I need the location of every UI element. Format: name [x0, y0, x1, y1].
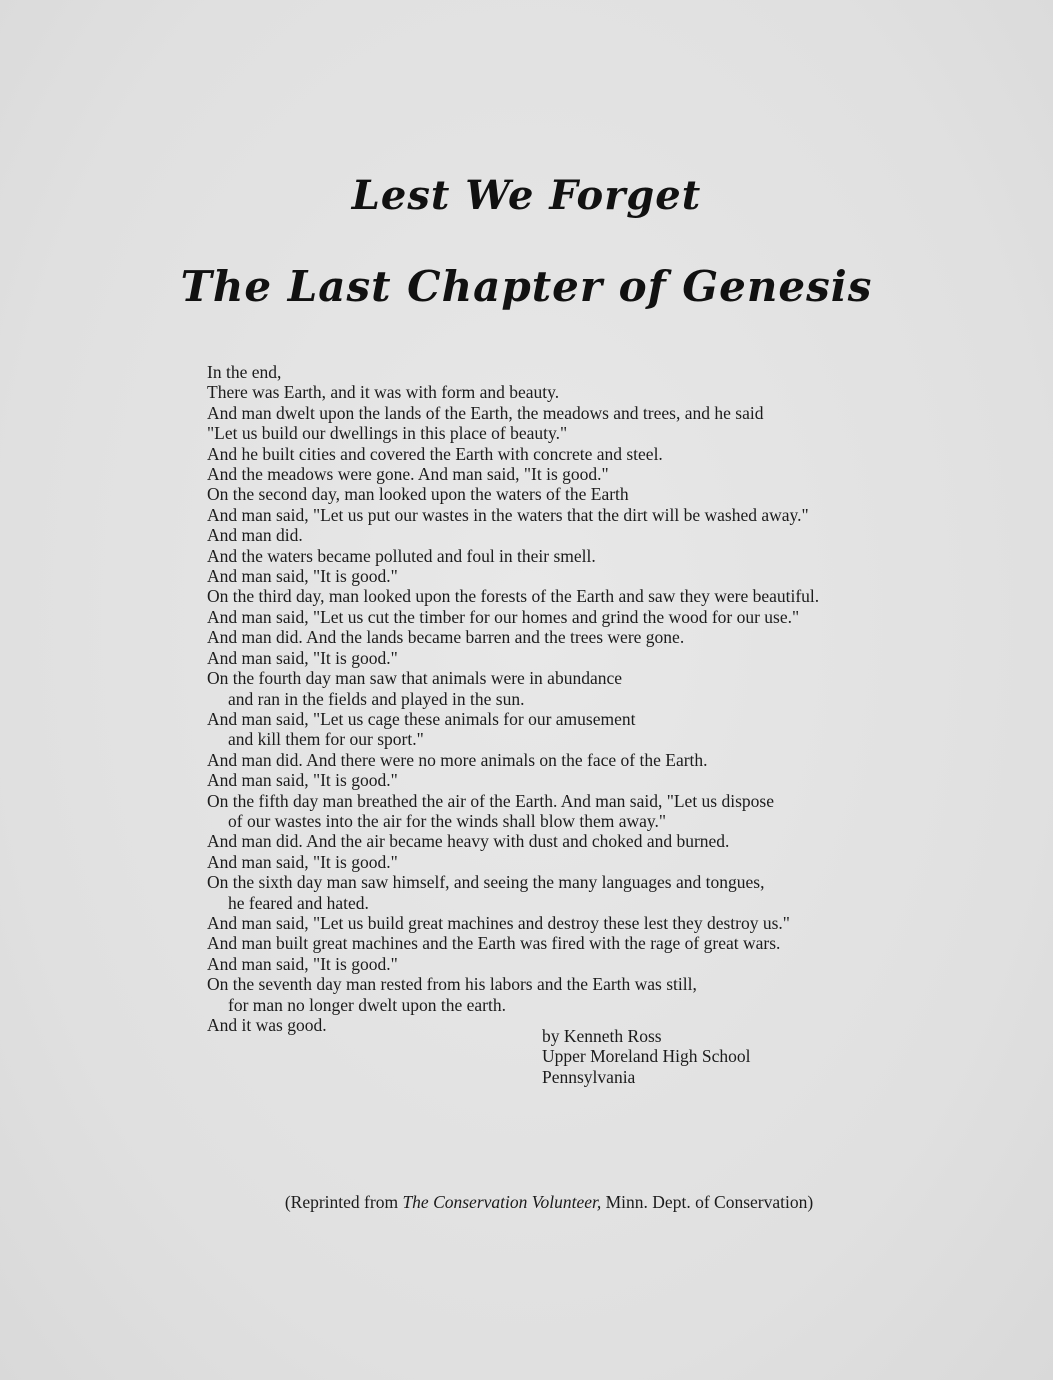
poem-line: And man did. And the lands became barren and the trees were gone.: [207, 627, 685, 648]
poem-line: And man did. And there were no more animals on the face of the Earth.: [207, 749, 708, 770]
poem-line: And man dwelt upon the lands of the Earth, the meadows and trees, and he said: [207, 402, 764, 423]
poem-line: And man said, "Let us put our wastes in the waters that the dirt will be washed away.": [207, 504, 809, 525]
poem-line: On the fourth day man saw that animals were in abundance: [207, 668, 623, 689]
poem-line: And man said, "It is good.": [207, 953, 398, 974]
poem-line: And man said, "Let us build great machines and destroy these lest they destroy us.": [207, 912, 790, 933]
poem-line: And it was good.: [207, 1015, 327, 1035]
poem-line: And man said, "Let us cut the timber for our homes and grind the wood for our use.": [207, 606, 800, 627]
poem-line: "Let us build our dwellings in this place of beauty.": [207, 423, 568, 444]
poem-line: And man did.: [207, 525, 303, 546]
reprint-credit: [0, 1192, 1053, 1213]
main-title: Lest We Forget: [351, 172, 702, 219]
school-name: Upper Moreland High School: [542, 1046, 751, 1067]
poem-line: of our wastes into the air for the winds shall blow them away.": [228, 810, 667, 831]
poem-line: On the sixth day man saw himself, and seeing the many languages and tongues,: [207, 872, 765, 893]
poem-line: for man no longer dwelt upon the earth.: [228, 994, 506, 1015]
poem-line: On the second day, man looked upon the waters of the Earth: [207, 484, 629, 505]
poem-line: And man said, "It is good.": [207, 566, 398, 587]
poem-line: In the end,: [207, 362, 282, 382]
poem-line: And the meadows were gone. And man said, "It is good.": [207, 464, 609, 485]
poem-line: And he built cities and covered the Earth with concrete and steel.: [207, 443, 663, 464]
poem-line: On the fifth day man breathed the air of the Earth. And man said, "Let us dispose: [207, 790, 774, 811]
poem-line: And man built great machines and the Earth was fired with the rage of great wars.: [207, 933, 781, 954]
credit-prefix: (Reprinted from: [284, 1192, 403, 1212]
subtitle: The Last Chapter of Genesis: [180, 262, 873, 311]
poem-line: and kill them for our sport.": [228, 729, 424, 750]
poem-line: he feared and hated.: [228, 892, 369, 913]
poem-body: [207, 362, 947, 1035]
poem-line: On the seventh day man rested from his labors and the Earth was still,: [207, 974, 697, 995]
poem-line: There was Earth, and it was with form and beauty.: [207, 382, 560, 403]
byline: [542, 1026, 751, 1087]
poem-line: On the third day, man looked upon the forests of the Earth and saw they were beautiful.: [207, 586, 820, 607]
poem-line: And man said, "Let us cage these animals for our amusement: [207, 708, 636, 729]
poem-line: and ran in the fields and played in the sun.: [228, 688, 525, 709]
credit-suffix: Minn. Dept. of Conservation): [601, 1192, 814, 1212]
poem-line: And man said, "It is good.": [207, 851, 398, 872]
poem-line: And the waters became polluted and foul in their smell.: [207, 545, 596, 566]
state-name: Pennsylvania: [542, 1066, 636, 1087]
credit-publication: The Conservation Volunteer,: [402, 1192, 602, 1212]
poem-line: And man said, "It is good.": [207, 647, 398, 668]
poem-line: And man said, "It is good.": [207, 770, 398, 791]
poem-line: And man did. And the air became heavy with dust and choked and burned.: [207, 831, 730, 852]
author-name: by Kenneth Ross: [542, 1026, 662, 1046]
